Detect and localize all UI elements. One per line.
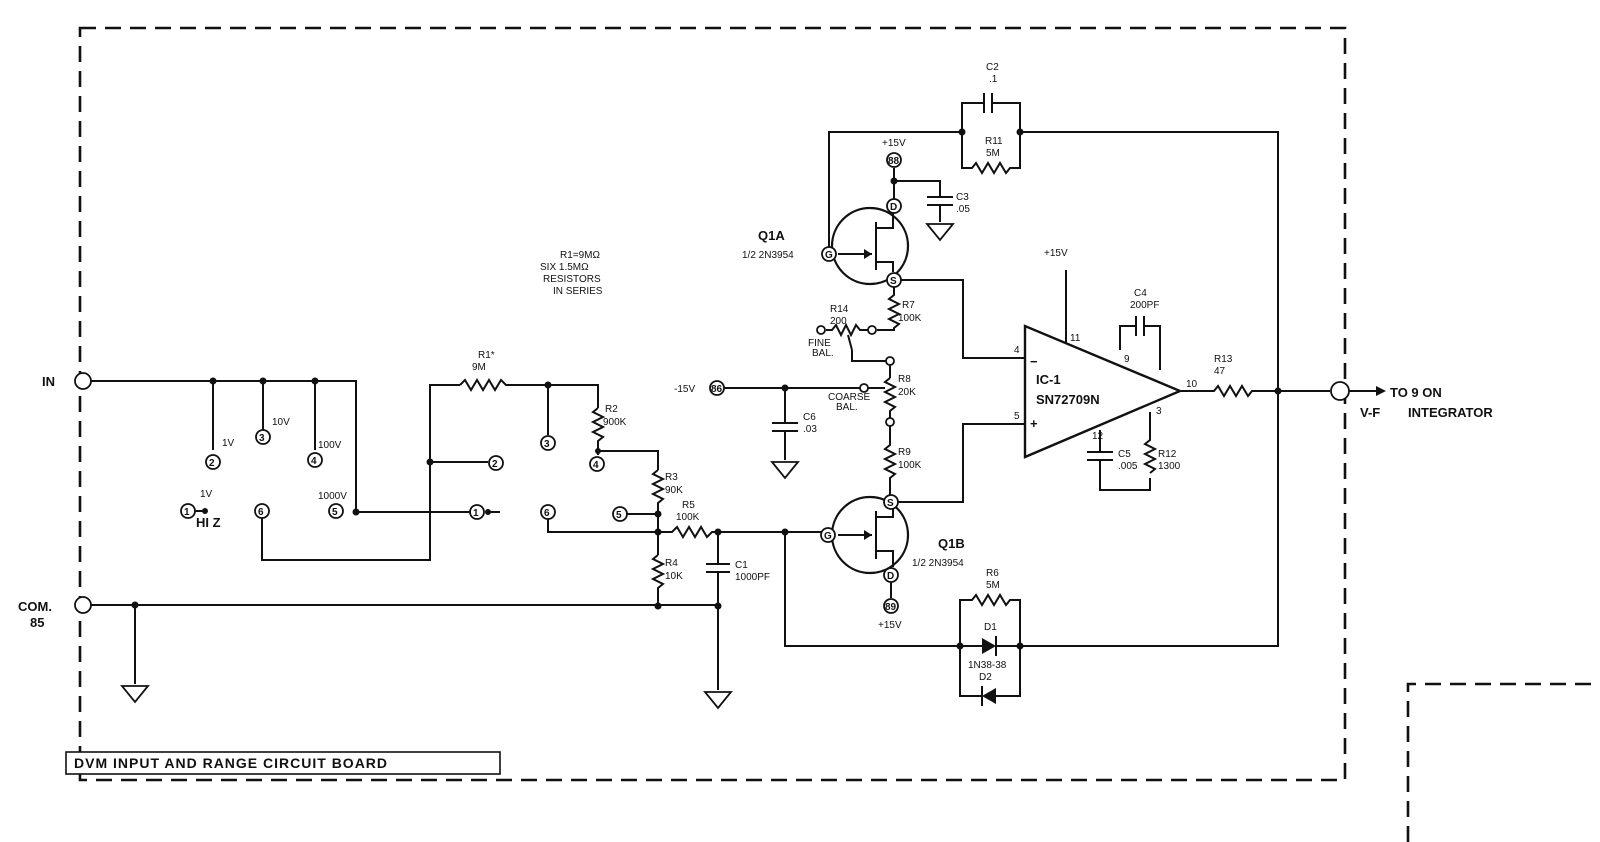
adjacent-board-outline [1408,684,1600,842]
svg-text:5M: 5M [986,148,1000,159]
common-label: COM. [18,599,52,614]
svg-text:RESISTORS: RESISTORS [543,274,601,285]
svg-text:3: 3 [544,439,550,450]
svg-text:12: 12 [1092,431,1104,442]
svg-text:S: S [890,276,897,287]
q1a-label: Q1A [758,228,785,243]
svg-text:11: 11 [1070,333,1081,344]
svg-text:G: G [824,531,832,542]
q1b-label: Q1B [938,536,965,551]
svg-text:R1=9MΩ: R1=9MΩ [560,250,600,261]
svg-text:2: 2 [492,459,498,470]
svg-text:5: 5 [616,510,622,521]
svg-text:S: S [887,498,894,509]
svg-text:BAL.: BAL. [836,402,858,413]
svg-text:89: 89 [885,602,897,613]
output-label-line2: INTEGRATOR [1408,405,1493,420]
svg-text:+15V: +15V [882,138,906,149]
svg-text:5: 5 [332,507,338,518]
input-rail [91,381,470,512]
svg-text:C3: C3 [956,192,969,203]
svg-text:D2: D2 [979,672,992,683]
ground-symbol [705,692,731,708]
svg-text:9: 9 [1124,354,1130,365]
svg-text:R8: R8 [898,374,911,385]
svg-text:1V: 1V [222,438,235,449]
svg-text:R7: R7 [902,300,915,311]
svg-text:2: 2 [209,458,215,469]
capacitor-c1 [706,532,730,606]
svg-text:1N38-38: 1N38-38 [968,660,1007,671]
svg-text:47: 47 [1214,366,1226,377]
svg-text:.05: .05 [956,204,970,215]
svg-text:1/2 2N3954: 1/2 2N3954 [742,250,794,261]
svg-text:1000PF: 1000PF [735,572,771,583]
svg-text:+15V: +15V [878,620,902,631]
svg-text:G: G [825,250,833,261]
output-terminal [1331,382,1349,400]
ic-name: IC-1 [1036,372,1061,387]
svg-text:.005: .005 [1118,461,1138,472]
svg-text:10V: 10V [272,417,290,428]
svg-text:C1: C1 [735,560,748,571]
svg-text:.03: .03 [803,424,817,435]
svg-text:1/2 2N3954: 1/2 2N3954 [912,558,964,569]
svg-text:1V: 1V [200,489,213,500]
board-outline [80,28,1345,780]
svg-text:-15V: -15V [674,384,696,395]
svg-text:200PF: 200PF [1130,300,1160,311]
svg-text:4: 4 [311,456,317,467]
output-label-line1: TO 9 ON [1390,385,1442,400]
svg-text:C4: C4 [1134,288,1147,299]
svg-text:3: 3 [1156,406,1162,417]
svg-text:SIX 1.5MΩ: SIX 1.5MΩ [540,262,589,273]
svg-text:R9: R9 [898,447,911,458]
svg-text:86: 86 [711,384,723,395]
ic-part: SN72709N [1036,392,1100,407]
input-label: IN [42,374,55,389]
svg-text:+: + [1030,416,1038,431]
svg-text:C6: C6 [803,412,816,423]
svg-text:R5: R5 [682,500,695,511]
resistor-r3 [653,470,663,514]
svg-text:100K: 100K [676,512,700,523]
svg-text:10: 10 [1186,379,1198,390]
svg-text:5M: 5M [986,580,1000,591]
svg-text:COARSE: COARSE [828,392,871,403]
svg-text:10K: 10K [665,571,683,582]
svg-text:100V: 100V [318,440,342,451]
svg-text:R3: R3 [665,472,678,483]
svg-text:D: D [887,571,895,582]
svg-text:R14: R14 [830,304,849,315]
svg-text:D: D [890,202,898,213]
svg-text:IN SERIES: IN SERIES [553,286,603,297]
svg-text:R6: R6 [986,568,999,579]
svg-text:100K: 100K [898,313,922,324]
svg-text:900K: 900K [603,417,627,428]
svg-text:C5: C5 [1118,449,1131,460]
svg-text:R13: R13 [1214,354,1233,365]
svg-text:BAL.: BAL. [812,348,834,359]
svg-text:+15V: +15V [1044,248,1068,259]
svg-text:6: 6 [544,508,550,519]
diode-d1 [982,638,996,654]
svg-text:100K: 100K [898,460,922,471]
output-label-vf: V-F [1360,405,1381,420]
svg-text:4: 4 [1014,345,1020,356]
svg-text:9M: 9M [472,362,486,373]
input-terminal [75,373,91,389]
svg-text:5: 5 [1014,411,1020,422]
svg-text:6: 6 [258,507,264,518]
svg-text:R4: R4 [665,558,678,569]
svg-text:−: − [1030,354,1038,369]
svg-text:R12: R12 [1158,449,1177,460]
svg-text:D1: D1 [984,622,997,633]
svg-text:.1: .1 [989,74,998,85]
svg-text:1300: 1300 [1158,461,1181,472]
svg-text:1: 1 [184,507,190,518]
svg-text:FINE: FINE [808,338,831,349]
svg-text:20K: 20K [898,387,916,398]
svg-text:R2: R2 [605,404,618,415]
svg-text:C2: C2 [986,62,999,73]
svg-text:R1*: R1* [478,350,495,361]
ground-symbol [122,686,148,702]
resistor-r2 [593,408,603,455]
resistor-r1 [460,380,598,408]
svg-text:4: 4 [593,460,599,471]
svg-text:1000V: 1000V [318,491,347,502]
common-number: 85 [30,615,45,630]
svg-text:1: 1 [473,508,479,519]
resistor-r4 [653,555,663,606]
svg-text:HI Z: HI Z [196,515,221,530]
potentiometer-r8 [885,378,895,418]
svg-text:R11: R11 [985,136,1003,147]
svg-text:90K: 90K [665,485,683,496]
svg-text:200: 200 [830,316,847,327]
svg-text:88: 88 [888,156,900,167]
diode-d2 [982,688,996,704]
svg-text:3: 3 [259,433,265,444]
board-title: DVM INPUT AND RANGE CIRCUIT BOARD [74,755,389,771]
common-terminal [75,597,91,613]
